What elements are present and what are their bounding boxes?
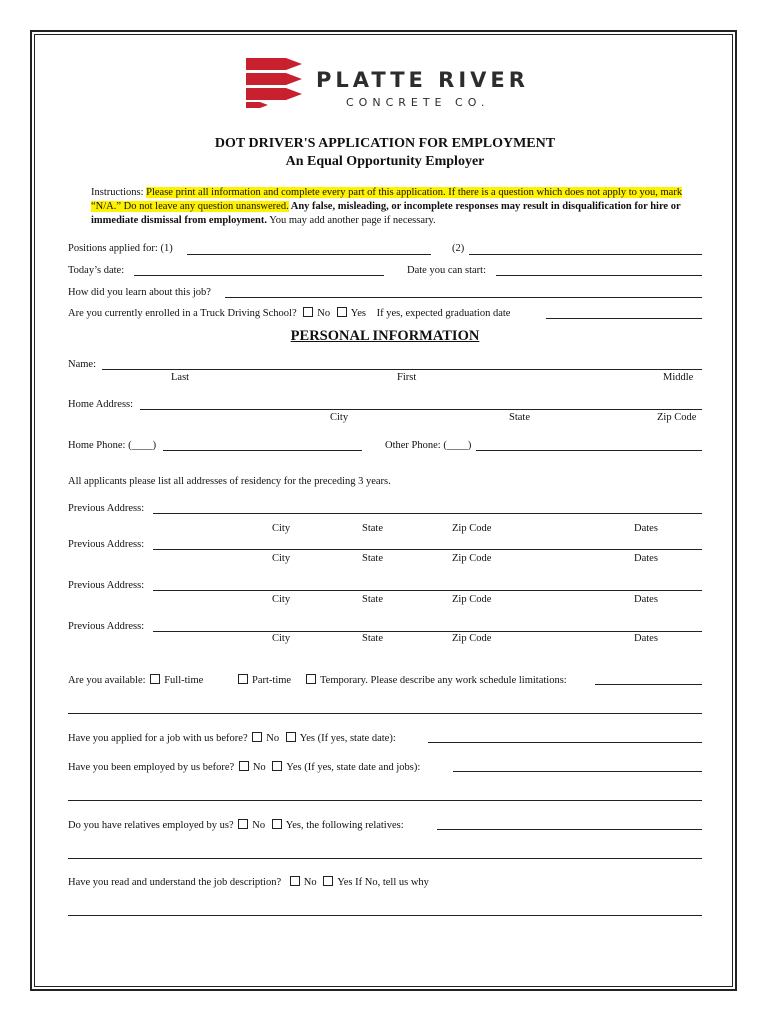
flag-stripes-icon xyxy=(246,58,304,108)
name-middle-caption: Middle xyxy=(663,372,694,383)
prev-city-caption: City xyxy=(272,594,291,605)
employed-details-field-2[interactable] xyxy=(68,800,702,801)
home-city-caption: City xyxy=(330,412,349,423)
learn-label: How did you learn about this job? xyxy=(68,287,211,298)
prev-city-caption: City xyxy=(272,553,291,564)
schedule-limitations-field[interactable] xyxy=(595,684,702,685)
learn-field[interactable] xyxy=(225,297,702,298)
employed-yes-checkbox[interactable] xyxy=(272,761,282,771)
part-time-label: Part-time xyxy=(252,675,292,686)
section-title-personal: PERSONAL INFORMATION xyxy=(290,328,480,344)
instructions-prefix: Instructions: xyxy=(91,187,147,198)
job-desc-label: Have you read and understand the job description? xyxy=(68,877,282,888)
positions-label: Positions applied for: (1) xyxy=(68,243,173,254)
prev-zip-caption: Zip Code xyxy=(452,633,492,644)
prev-zip-caption: Zip Code xyxy=(452,523,492,534)
available-question xyxy=(68,674,203,686)
start-date-field[interactable] xyxy=(496,275,702,276)
employed-no-checkbox[interactable] xyxy=(239,761,249,771)
job-desc-yes-checkbox[interactable] xyxy=(323,876,333,886)
previous-address-field[interactable] xyxy=(153,631,702,632)
name-field[interactable] xyxy=(102,369,702,370)
home-address-field[interactable] xyxy=(140,409,702,410)
todays-date-field[interactable] xyxy=(134,275,384,276)
prev-dates-caption: Dates xyxy=(634,553,658,564)
enrolled-label: Are you currently enrolled in a Truck Driving School? xyxy=(68,308,297,319)
instructions-highlight: Please print all information and complete every part of this application. If there is a question which does not apply to you, mark “N/A.” Do not leave any question unanswered. xyxy=(91,187,683,212)
relatives-label: Do you have relatives employed by us? xyxy=(68,820,234,831)
applied-yes-label: Yes (If yes, state date): xyxy=(299,733,396,744)
part-time-checkbox[interactable] xyxy=(238,674,248,684)
prev-zip-caption: Zip Code xyxy=(452,553,492,564)
previous-address-label: Previous Address: xyxy=(68,621,145,632)
position-1-field[interactable] xyxy=(187,254,431,255)
previous-address-label: Previous Address: xyxy=(68,539,145,550)
prev-zip-caption: Zip Code xyxy=(452,594,492,605)
relatives-field-2[interactable] xyxy=(68,858,702,859)
home-address-label: Home Address: xyxy=(68,399,134,410)
residency-note: All applicants please list all addresses of residency for the preceding 3 years. xyxy=(68,476,391,487)
prev-state-caption: State xyxy=(362,594,383,605)
employed-label: Have you been employed by us before? xyxy=(68,762,235,773)
graduation-label: If yes, expected graduation date xyxy=(376,308,511,319)
instructions xyxy=(91,186,691,228)
previous-address-field[interactable] xyxy=(153,513,702,514)
temporary-option xyxy=(306,674,567,686)
applied-date-field[interactable] xyxy=(428,742,702,743)
enrolled-yes-label: Yes xyxy=(350,308,366,319)
page-title: DOT DRIVER'S APPLICATION FOR EMPLOYMENT xyxy=(214,136,556,151)
part-time-option xyxy=(238,674,291,686)
home-zip-caption: Zip Code xyxy=(657,412,697,423)
page-subtitle: An Equal Opportunity Employer xyxy=(285,154,485,169)
enrolled-no-label: No xyxy=(317,308,331,319)
schedule-limitations-field-2[interactable] xyxy=(68,713,702,714)
other-phone-field[interactable] xyxy=(476,450,702,451)
job-desc-yes-label: Yes If No, tell us why xyxy=(337,877,429,888)
positions-2-label: (2) xyxy=(452,243,465,254)
job-desc-field[interactable] xyxy=(68,915,702,916)
logo-subtitle: CONCRETE CO. xyxy=(346,96,490,109)
job-desc-question xyxy=(68,876,429,888)
employed-question xyxy=(68,761,420,773)
applied-no-label: No xyxy=(266,733,280,744)
prev-dates-caption: Dates xyxy=(634,523,658,534)
name-first-caption: First xyxy=(397,372,417,383)
prev-state-caption: State xyxy=(362,633,383,644)
graduation-field[interactable] xyxy=(546,318,702,319)
employed-details-field[interactable] xyxy=(453,771,702,772)
previous-address-label: Previous Address: xyxy=(68,580,145,591)
applied-question xyxy=(68,732,396,744)
previous-address-label: Previous Address: xyxy=(68,503,145,514)
relatives-yes-checkbox[interactable] xyxy=(272,819,282,829)
relatives-no-label: No xyxy=(252,820,266,831)
home-phone-label: Home Phone: (____) xyxy=(68,440,157,451)
prev-city-caption: City xyxy=(272,523,291,534)
temporary-checkbox[interactable] xyxy=(306,674,316,684)
prev-city-caption: City xyxy=(272,633,291,644)
available-label: Are you available: xyxy=(68,675,146,686)
full-time-checkbox[interactable] xyxy=(150,674,160,684)
instructions-note: You may add another page if necessary. xyxy=(266,215,436,226)
logo-name: PLATTE RIVER xyxy=(316,68,529,92)
applied-label: Have you applied for a job with us before? xyxy=(68,733,248,744)
job-desc-no-label: No xyxy=(303,877,317,888)
full-time-label: Full-time xyxy=(164,675,204,686)
name-label: Name: xyxy=(68,359,96,370)
prev-dates-caption: Dates xyxy=(634,633,658,644)
prev-state-caption: State xyxy=(362,553,383,564)
home-state-caption: State xyxy=(509,412,530,423)
relatives-no-checkbox[interactable] xyxy=(238,819,248,829)
employed-no-label: No xyxy=(252,762,266,773)
applied-yes-checkbox[interactable] xyxy=(286,732,296,742)
relatives-yes-label: Yes, the following relatives: xyxy=(285,820,404,831)
prev-dates-caption: Dates xyxy=(634,594,658,605)
prev-state-caption: State xyxy=(362,523,383,534)
relatives-question xyxy=(68,819,404,831)
enrolled-question xyxy=(68,307,510,319)
start-date-label: Date you can start: xyxy=(407,265,487,276)
job-desc-no-checkbox[interactable] xyxy=(290,876,300,886)
previous-address-field[interactable] xyxy=(153,549,702,550)
employed-yes-label: Yes (If yes, state date and jobs): xyxy=(286,762,421,773)
previous-address-field[interactable] xyxy=(153,590,702,591)
relatives-field[interactable] xyxy=(437,829,702,830)
applied-no-checkbox[interactable] xyxy=(252,732,262,742)
temporary-label: Temporary. Please describe any work schedule limitations: xyxy=(320,675,567,686)
position-2-field[interactable] xyxy=(469,254,702,255)
home-phone-field[interactable] xyxy=(163,450,362,451)
enrolled-no-checkbox[interactable] xyxy=(303,307,313,317)
enrolled-yes-checkbox[interactable] xyxy=(337,307,347,317)
instructions-warning: Any false, misleading, or incomplete responses may result in disqualification for hire or immediate dismissal from employment. xyxy=(91,201,681,226)
other-phone-label: Other Phone: (____) xyxy=(385,440,472,451)
name-last-caption: Last xyxy=(171,372,190,383)
todays-date-label: Today’s date: xyxy=(68,265,125,276)
